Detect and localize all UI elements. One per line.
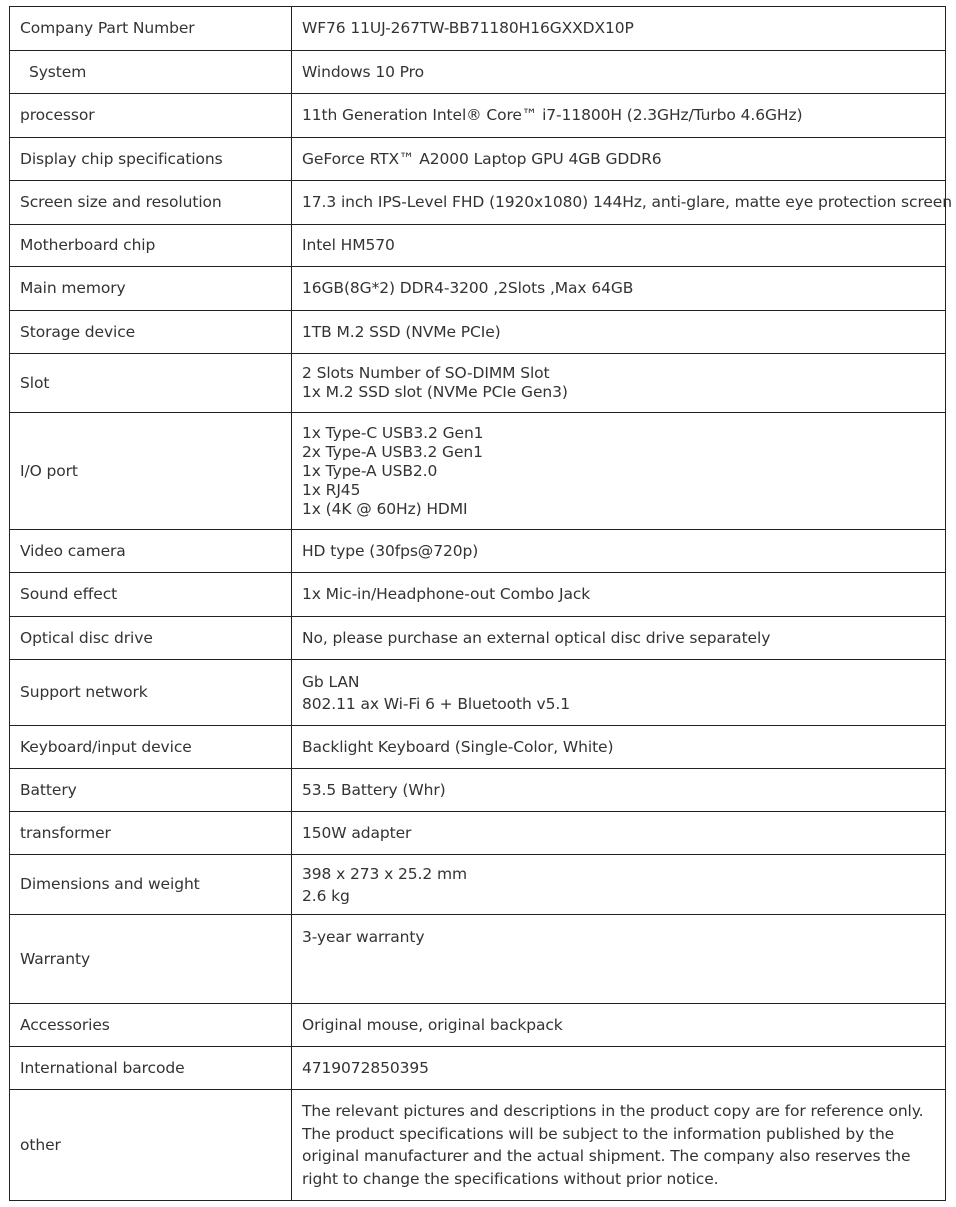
spec-row-transformer	[10, 812, 946, 855]
spec-row-memory	[10, 267, 946, 311]
spec-row-display-chip	[10, 138, 946, 181]
spec-value: WF76 11UJ-267TW-BB71180H16GXXDX10P	[292, 7, 946, 51]
spec-value: 4719072850395	[292, 1047, 946, 1090]
spec-row-accessories	[10, 1004, 946, 1047]
spec-row-system	[10, 51, 946, 94]
spec-label: Company Part Number	[10, 7, 292, 51]
spec-value: 53.5 Battery (Whr)	[292, 769, 946, 812]
spec-label: Keyboard/input device	[10, 726, 292, 769]
spec-label: Dimensions and weight	[10, 855, 292, 915]
spec-row-screen	[10, 181, 946, 225]
spec-value: 150W adapter	[292, 812, 946, 855]
spec-value: 1x Mic-in/Headphone-out Combo Jack	[292, 573, 946, 617]
spec-value: The relevant pictures and descriptions in the product copy are for reference only. The product specifications will be subject to the information published by the original manufacturer and the actual shipment. The company also reserves the right to change the specifications without prior notice.	[292, 1090, 946, 1201]
spec-value: 16GB(8G*2) DDR4-3200 ,2Slots ,Max 64GB	[292, 267, 946, 311]
spec-value: 1TB M.2 SSD (NVMe PCIe)	[292, 311, 946, 354]
spec-row-storage	[10, 311, 946, 354]
spec-label: Storage device	[10, 311, 292, 354]
spec-label: Accessories	[10, 1004, 292, 1047]
spec-label: Optical disc drive	[10, 617, 292, 660]
spec-value: HD type (30fps@720p)	[292, 530, 946, 573]
spec-value: GeForce RTX™ A2000 Laptop GPU 4GB GDDR6	[292, 138, 946, 181]
spec-row-battery	[10, 769, 946, 812]
spec-value: No, please purchase an external optical disc drive separately	[292, 617, 946, 660]
spec-value: 3-year warranty	[292, 915, 946, 1004]
spec-label: Slot	[10, 354, 292, 413]
spec-label: Battery	[10, 769, 292, 812]
spec-value: Gb LAN 802.11 ax Wi-Fi 6 + Bluetooth v5.1	[292, 660, 946, 726]
spec-value: 17.3 inch IPS-Level FHD (1920x1080) 144Hz, anti-glare, matte eye protection screen	[292, 181, 946, 225]
spec-label: Screen size and resolution	[10, 181, 292, 225]
spec-row-io-port	[10, 413, 946, 530]
spec-row-other	[10, 1090, 946, 1201]
spec-label: System	[10, 51, 292, 94]
spec-value: 1x Type-C USB3.2 Gen1 2x Type-A USB3.2 Gen1 1x Type-A USB2.0 1x RJ45 1x (4K @ 60Hz) HDMI	[292, 413, 946, 530]
spec-row-motherboard	[10, 225, 946, 267]
spec-row-dimensions	[10, 855, 946, 915]
spec-row-processor	[10, 94, 946, 138]
spec-label: Display chip specifications	[10, 138, 292, 181]
spec-row-optical-drive	[10, 617, 946, 660]
spec-row-barcode	[10, 1047, 946, 1090]
spec-label: Support network	[10, 660, 292, 726]
spec-value: Windows 10 Pro	[292, 51, 946, 94]
spec-label: Warranty	[10, 915, 292, 1004]
spec-row-keyboard	[10, 726, 946, 769]
spec-row-network	[10, 660, 946, 726]
spec-value: 2 Slots Number of SO-DIMM Slot 1x M.2 SSD slot (NVMe PCIe Gen3)	[292, 354, 946, 413]
spec-label: Video camera	[10, 530, 292, 573]
spec-label: I/O port	[10, 413, 292, 530]
spec-row-slot	[10, 354, 946, 413]
spec-row-warranty	[10, 915, 946, 1004]
spec-row-camera	[10, 530, 946, 573]
spec-label: transformer	[10, 812, 292, 855]
spec-value: Backlight Keyboard (Single-Color, White)	[292, 726, 946, 769]
spec-value: Intel HM570	[292, 225, 946, 267]
spec-table	[9, 6, 952, 1201]
spec-value: 398 x 273 x 25.2 mm 2.6 kg	[292, 855, 946, 915]
spec-label: other	[10, 1090, 292, 1201]
spec-row-sound	[10, 573, 946, 617]
spec-row-part-number	[10, 7, 946, 51]
spec-value: Original mouse, original backpack	[292, 1004, 946, 1047]
spec-value: 11th Generation Intel® Core™ i7-11800H (2.3GHz/Turbo 4.6GHz)	[292, 94, 946, 138]
spec-label: processor	[10, 94, 292, 138]
spec-label: Main memory	[10, 267, 292, 311]
spec-label: International barcode	[10, 1047, 292, 1090]
spec-label: Sound effect	[10, 573, 292, 617]
spec-label: Motherboard chip	[10, 225, 292, 267]
